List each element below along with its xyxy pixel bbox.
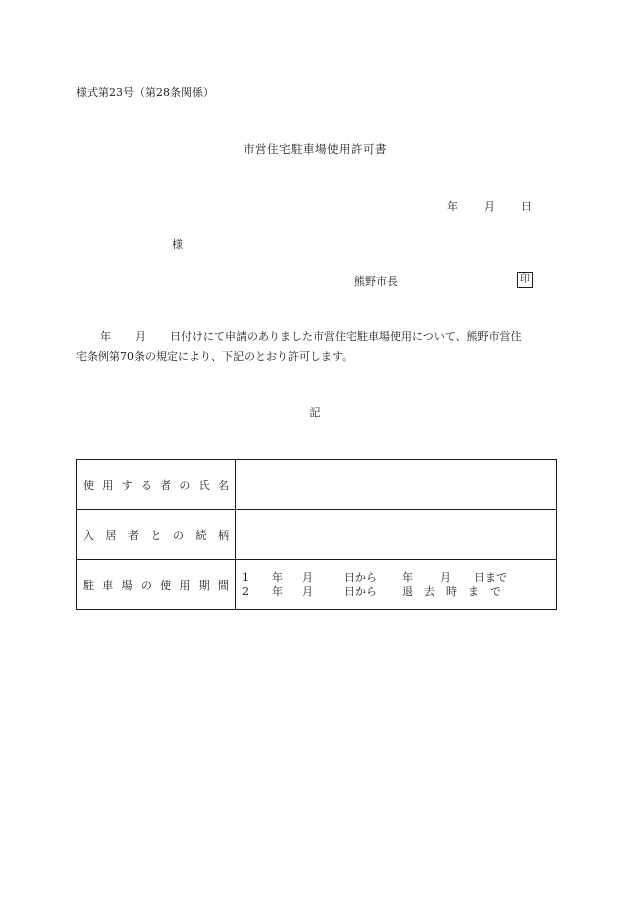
- form-number: 様式第23号（第28条関係）: [76, 86, 214, 99]
- table-row: [77, 460, 557, 510]
- issue-date: [447, 198, 532, 214]
- body-month: 月: [135, 330, 146, 343]
- date-month: 月: [484, 200, 495, 213]
- period-option-2: 2 年 月 日から 退 去 時 ま で: [242, 584, 501, 598]
- label-usage-period: 駐車場の使用期間: [77, 560, 236, 610]
- seal-mark: 印: [517, 272, 533, 288]
- date-year: 年: [447, 200, 458, 213]
- label-user-name: 使用する者の氏名: [77, 460, 236, 510]
- body-year: 年: [100, 330, 111, 343]
- issuer-name: 熊野市長: [354, 275, 398, 288]
- document-title: 市営住宅駐車場使用許可書: [243, 142, 387, 156]
- period-option-1: 1 年 月 日から 年 月 日まで: [242, 570, 507, 584]
- body-line1-rest: 日付けにて申請のありました市営住宅駐車場使用について、熊野市営住: [170, 330, 522, 343]
- body-paragraph: [76, 327, 560, 367]
- value-user-name: [236, 460, 557, 510]
- label-relationship: 入居者との続柄: [77, 510, 236, 560]
- value-relationship: [236, 510, 557, 560]
- body-line2: 宅条例第70条の規定により、下記のとおり許可します。: [76, 350, 354, 363]
- date-day: 日: [521, 200, 532, 213]
- table-row: [77, 560, 557, 610]
- table-row: [77, 510, 557, 560]
- addressee-suffix: 様: [172, 238, 183, 251]
- ki-heading: 記: [309, 406, 321, 419]
- value-usage-period: [236, 560, 557, 610]
- permit-table: [76, 459, 557, 610]
